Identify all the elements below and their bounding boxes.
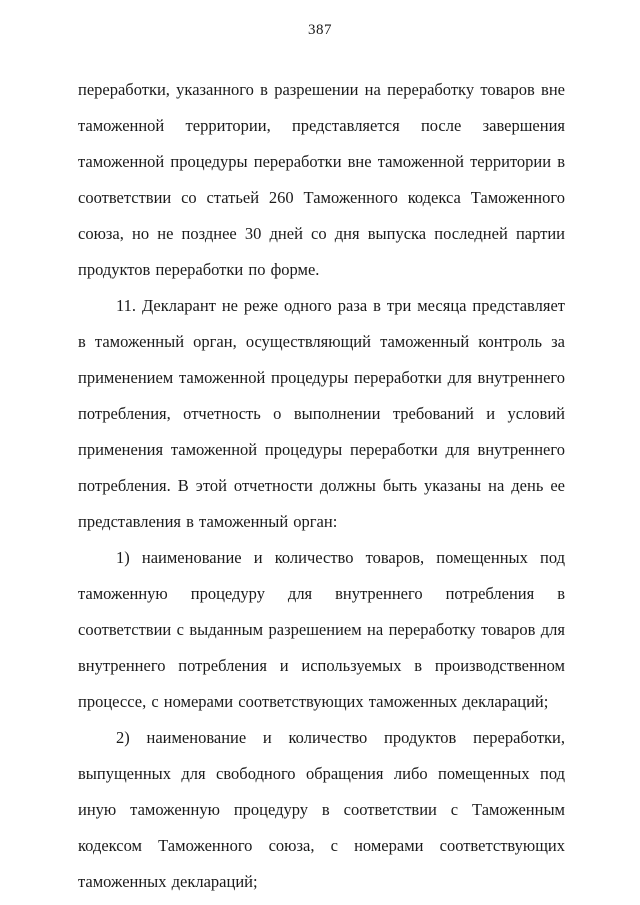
paragraph: переработки, указанного в разрешении на переработку товаров вне таможенной территории, представляется после завершения таможенной процедуры переработки вне таможенной территории в соответствии со статьей 260 Таможенного кодекса Таможенного союза, но не позднее 30 дней со дня выпуска последней партии продуктов переработки по форме.	[78, 80, 565, 279]
paragraph: 1) наименование и количество товаров, помещенных под таможенную процедуру для внутреннего потребления в соответствии с выданным разрешением на переработку товаров для внутреннего потребления и используемых в производственном процессе, с номерами соответствующих таможенных деклараций;	[78, 548, 565, 711]
page-content	[78, 72, 565, 900]
page-number: 387	[308, 22, 332, 38]
paragraph: 2) наименование и количество продуктов переработки, выпущенных для свободного обращения либо помещенных под иную таможенную процедуру в соответствии с Таможенным кодексом Таможенного союза, с номерами соответствующих таможенных деклараций;	[78, 728, 565, 891]
paragraph: 11. Декларант не реже одного раза в три месяца представляет в таможенный орган, осуществляющий таможенный контроль за применением таможенной процедуры переработки для внутреннего потребления, отчетность о выполнении требований и условий применения таможенной процедуры переработки для внутреннего потребления. В этой отчетности должны быть указаны на день ее представления в таможенный орган:	[78, 296, 565, 531]
